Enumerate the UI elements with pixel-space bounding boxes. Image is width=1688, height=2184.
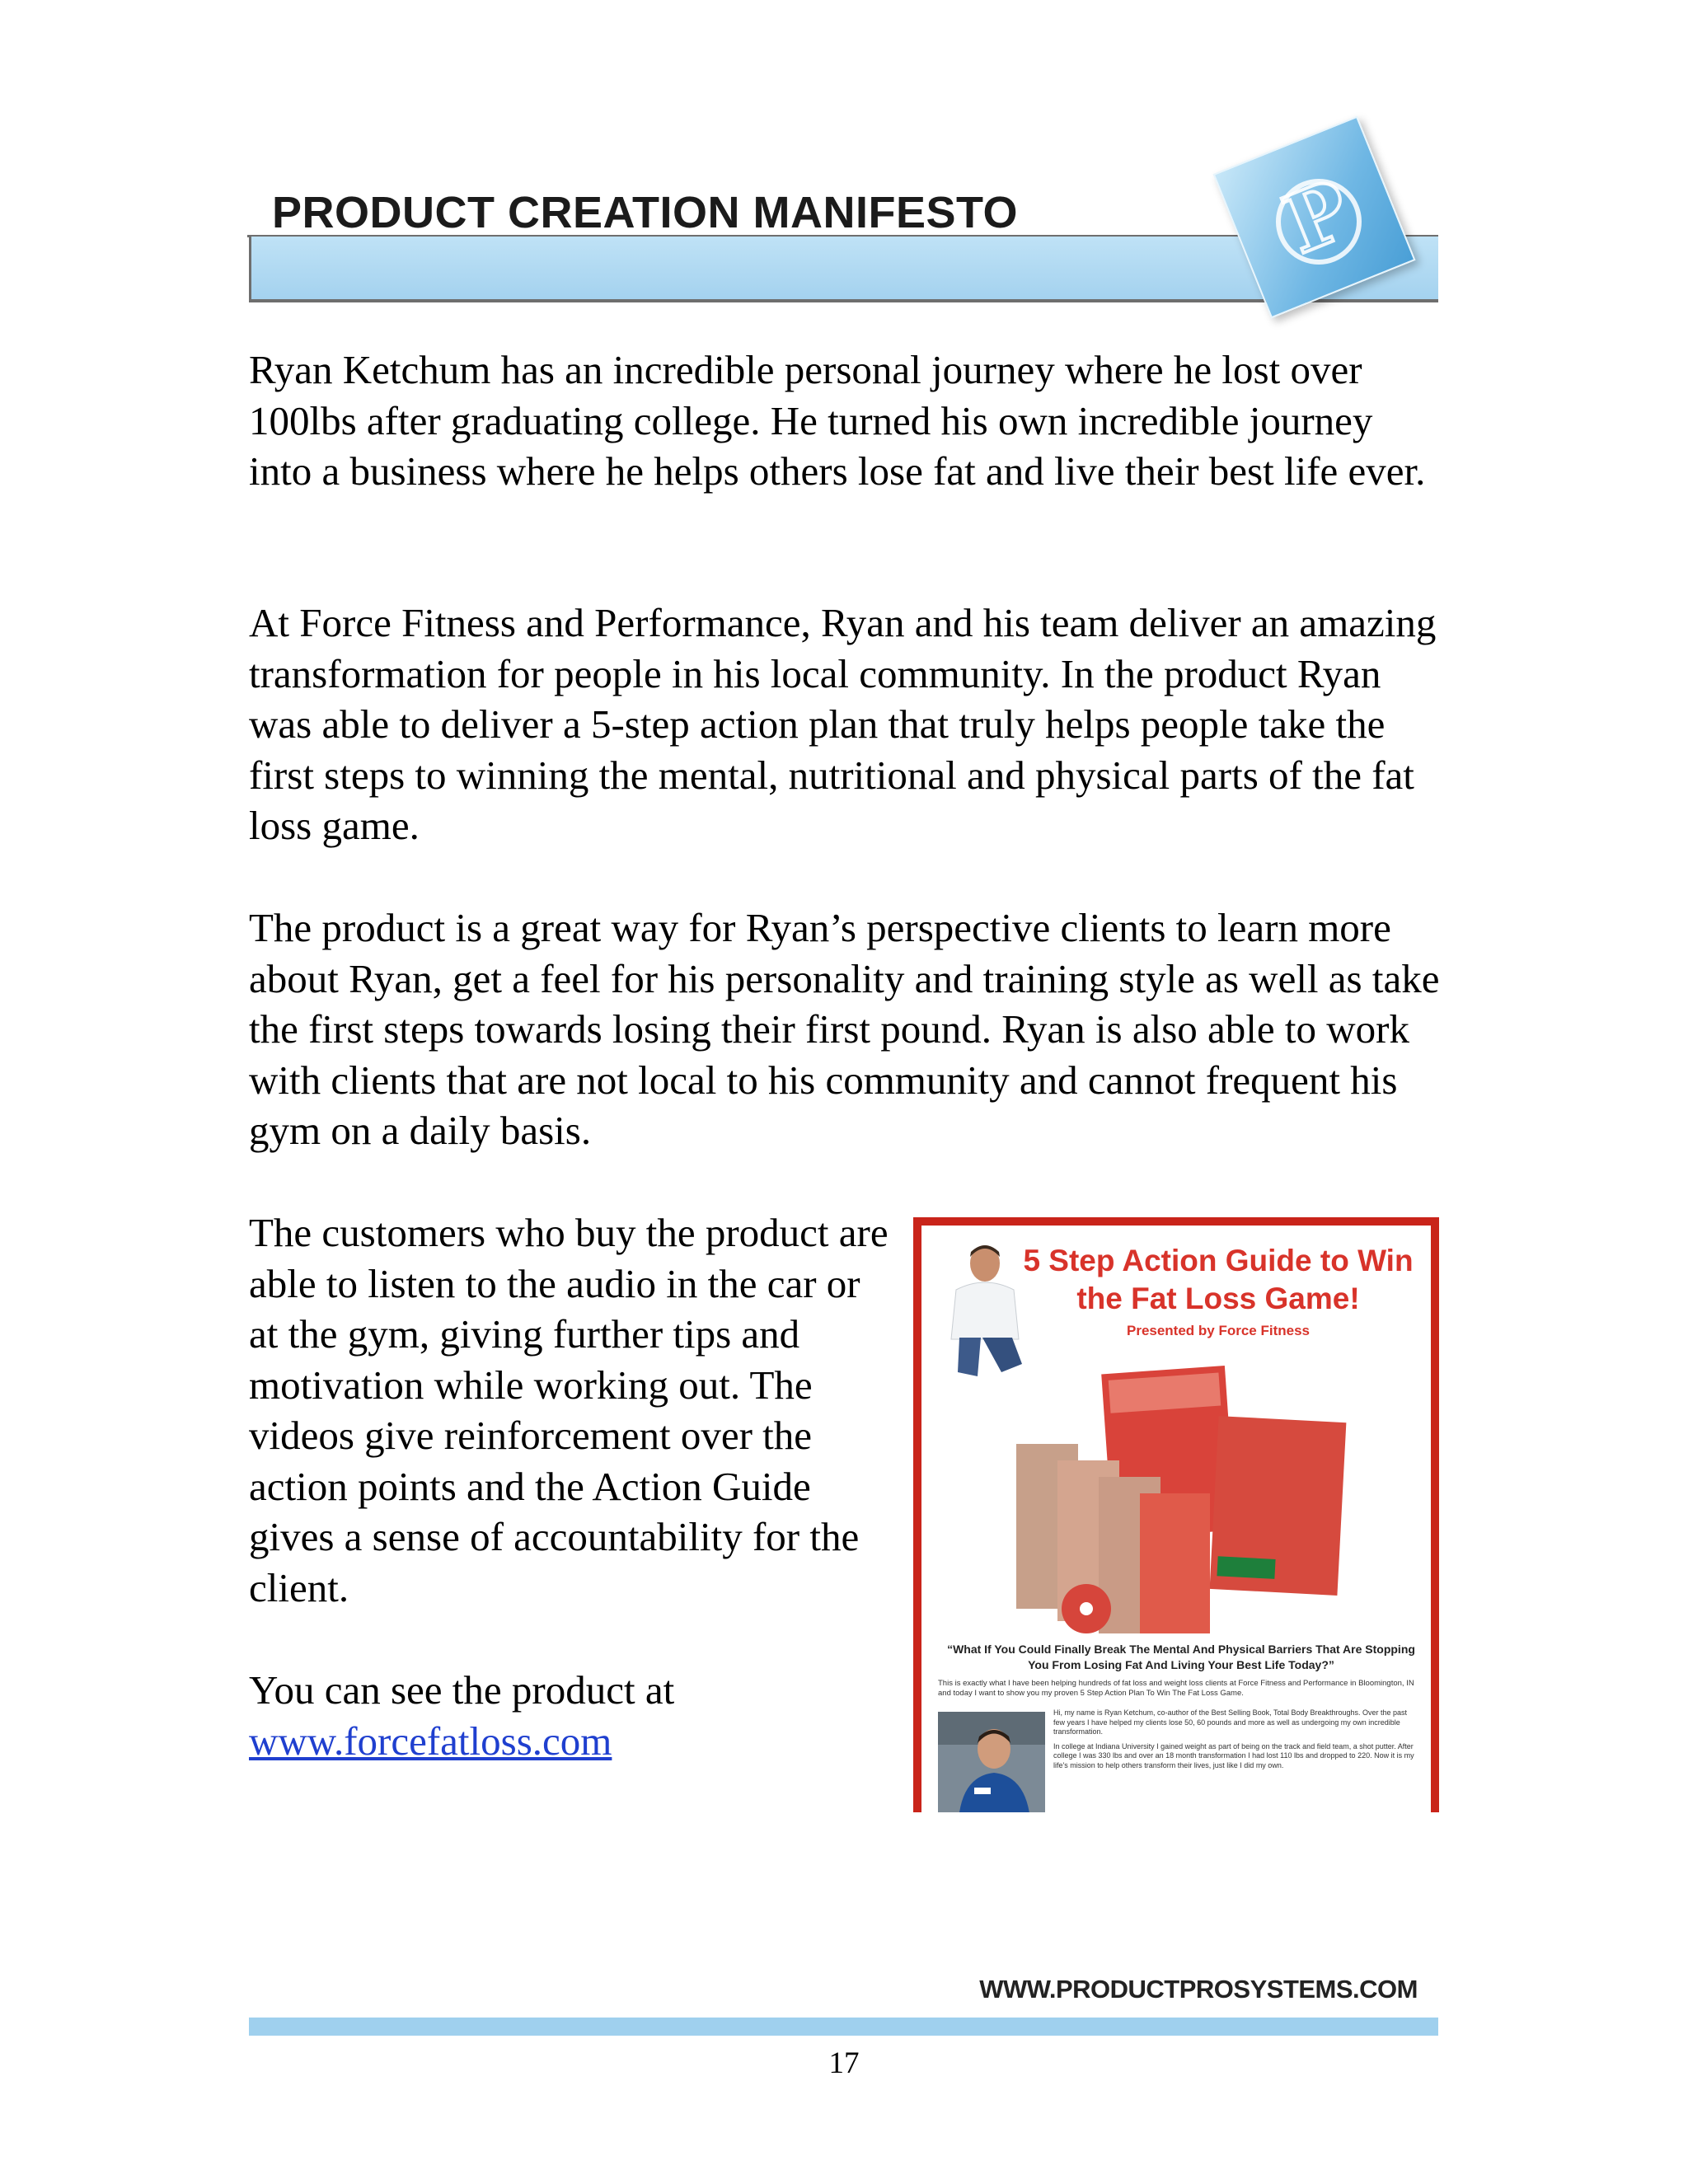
product-bundle-icon — [1008, 1361, 1354, 1642]
header-title: PRODUCT CREATION MANIFESTO — [272, 188, 1019, 237]
closing-paragraph — [249, 1665, 892, 1766]
brand-logo — [1212, 115, 1418, 321]
paragraph-3: The product is a great way for Ryan’s perspective clients to learn more about Ryan, get a feel for his personality and training style as well as take the first steps towards losing their first pound. Ryan is also able to work with clients that are not local to his community and cannot frequent his gym on a daily basis. — [249, 905, 1440, 1153]
product-image-inner — [921, 1226, 1431, 1812]
logo-letter: P — [1272, 162, 1364, 273]
trainer-photo-icon — [938, 1712, 1045, 1812]
footer-bar — [249, 2018, 1438, 2036]
paragraph-2: At Force Fitness and Performance, Ryan and his team deliver an amazing transformation for people in his local community. In the product Ryan was able to deliver a 5-step action plan that truly helps people take the first steps to winning the mental, nutritional and physical parts of the fat loss game. — [249, 600, 1437, 848]
footer-url: WWW.PRODUCTPROSYSTEMS.COM — [979, 1975, 1418, 2004]
promo-question: “What If You Could Finally Break The Mental And Physical Barriers That Are Stopping You From Losing Fat And Living Your Best Life Today?” — [947, 1643, 1415, 1671]
closing-text: You can see the product at — [249, 1667, 675, 1713]
promo-subtitle: Presented by Force Fitness — [1126, 1323, 1311, 1338]
page-header — [247, 111, 1442, 334]
promo-bio-paragraph-2: In college at Indiana University I gained weight as part of being on the track and field team, a shot putter. After college I was 330 lbs and over an 18 month transformation I had lost 110 lbs and dropped to 220. Now it is my life's mission to help others transform their lives, just like I did my own. — [1053, 1741, 1414, 1769]
product-link[interactable]: www.forcefatloss.com — [249, 1718, 612, 1764]
promo-title: 5 Step Action Guide to Win the Fat Loss Game! — [1023, 1244, 1414, 1315]
promo-intro: This is exactly what I have been helping hundreds of fat loss and weight loss clients at Force Fitness and Performance in Bloomington, IN and today I want to show you my proven 5 Step Action Plan To Win The Fat Loss Game. — [938, 1679, 1414, 1698]
paragraph-4: The customers who buy the product are able to listen to the audio in the car or at the gym, giving further tips and motivation while working out. The videos give reinforcement over the action points and the Action Guide gives a sense of accountability for the client. — [249, 1210, 889, 1610]
paragraph-1: Ryan Ketchum has an incredible personal journey where he lost over 100lbs after graduating college. He turned his own incredible journey into a business where he helps others lose fat and live their best life ever. — [249, 347, 1426, 494]
product-image — [913, 1217, 1439, 1812]
promo-bio-paragraph-1: Hi, my name is Ryan Ketchum, co-author of the Best Selling Book, Total Body Breakthroughs. Over the past few years I have helped my clients lose 50, 60 pounds and more as well as undergoing my own incredible transformation. — [1053, 1708, 1408, 1736]
promo-bio — [1053, 1708, 1420, 1775]
page-number: 17 — [828, 2046, 860, 2080]
